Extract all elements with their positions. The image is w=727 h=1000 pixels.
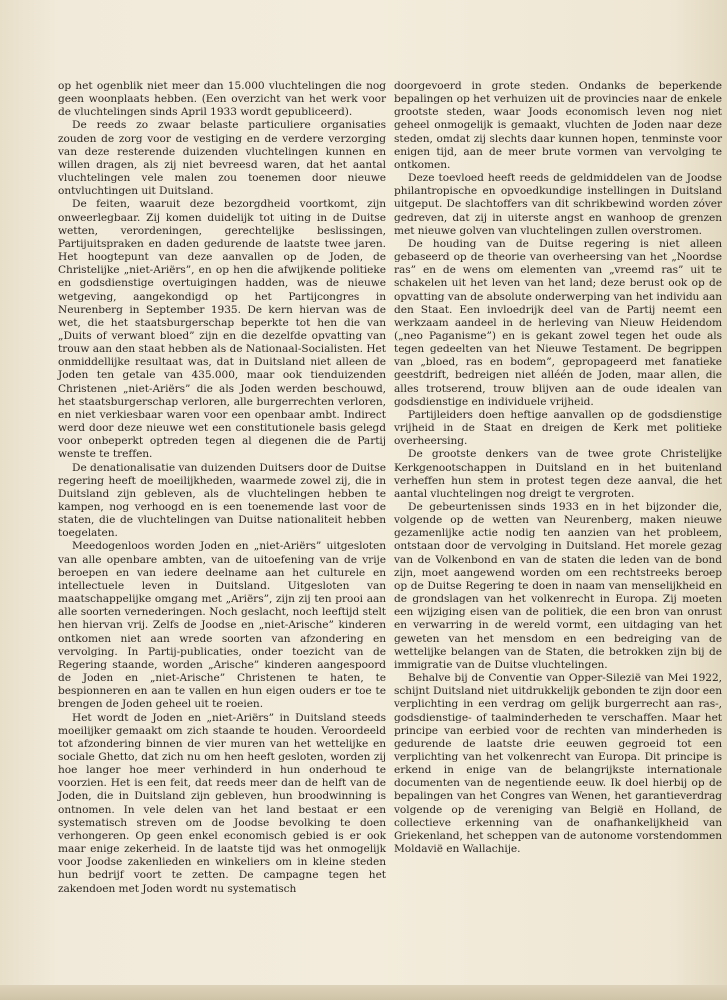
paragraph: Deze toevloed heeft reeds de geldmiddelen van de Joodse philantropische en opvoedkundige instellingen in Duitsland uitgeput. De slachtoffers van dit schrikbewind worden zóver gedreven, dat zij in uiterste angst en wanhoop de grenzen met nieuwe golven van vluchtelingen zullen overstromen. xyxy=(394,172,722,237)
paragraph: De reeds zo zwaar belaste particuliere organisaties zouden de zorg voor de vestiging en de verdere verzorging van deze resterende duizenden vluchtelingen kunnen en willen dragen, als zij niet bevreesd waren, dat het aantal vluchtelingen vele malen zou toenemen door nieuwe ontvluchtingen uit Duitsland. xyxy=(58,119,386,198)
page-fold-edge xyxy=(0,985,727,1000)
paragraph: De gebeurtenissen sinds 1933 en in het bijzonder die, volgende op de wetten van Neurenberg, maken nieuwe gezamenlijke actie nodig ten aanzien van het probleem, ontstaan door de vervolging in Duitsland. Het morele gezag van de Volkenbond en van de staten die leden van de bond zijn, moet aangewend worden om een rechtstreeks beroep op de Duitse Regering te doen in naam van menselijkheid en de grondslagen van het volkenrecht in Europa. Zij moeten een wijziging eisen van de politiek, die een bron van onrust en verwarring in de wereld vormt, een uitdaging van het geweten van het mensdom en een bedreiging van de wettelijke belangen van de Staten, die betrokken zijn bij de immigratie van de Duitse vluchtelingen. xyxy=(394,501,722,671)
paragraph: Het wordt de Joden en „niet-Ariërs” in Duitsland steeds moeilijker gemaakt om zich staande te houden. Veroordeeld tot afzondering binnen de vier muren van het wettelijke en sociale Ghetto, dat zich nu om hen heeft gesloten, worden zij hoe langer hoe meer verhinderd in hun onderhoud te voorzien. Het is een feit, dat reeds meer dan de helft van de Joden, die in Duitsland zijn gebleven, hun broodwinning is ontnomen. In vele delen van het land bestaat er een systematisch streven om de Joodse bevolking te doen verhongeren. Op geen enkel economisch gebied is er ook maar enige zekerheid. In de laatste tijd was het onmogelijk voor Joodse zakenlieden en winkeliers om in kleine steden hun bedrijf voort te zetten. De campagne tegen het zakendoen met Joden wordt nu systematisch xyxy=(58,711,386,895)
paragraph: De houding van de Duitse regering is niet alleen gebaseerd op de theorie van overheersing van het „Noordse ras” en de wens om elementen van „vreemd ras” uit te schakelen uit het leven van het land; deze berust ook op de opvatting van de absolute onderwerping van het individu aan den Staat. Een invloedrijk deel van de Partij neemt een werkzaam aandeel in de herleving van Nieuw Heidendom („neo Paganisme”) en is gekant zowel tegen het oude als tegen gedeelten van het Nieuwe Testament. De begrippen van „bloed, ras en bodem”, gepropageerd met fanatieke geestdrift, bedreigen niet alléén de Joden, maar allen, die alles trotserend, trouw blijven aan de oude idealen van godsdienstige en individuele vrijheid. xyxy=(394,237,722,408)
paragraph: op het ogenblik niet meer dan 15.000 vluchtelingen die nog geen woonplaats hebben. (Een overzicht van het werk voor de vluchtelingen sinds April 1933 wordt gepubliceerd). xyxy=(58,80,386,119)
paragraph: Behalve bij de Conventie van Opper-Silezië van Mei 1922, schijnt Duitsland niet uitdrukkelijk gebonden te zijn door een verplichting in een verdrag om gelijk burgerrecht aan ras-, godsdienstige- of taalminderheden te verschaffen. Maar het principe van eerbied voor de rechten van minderheden is gedurende de laatste drie eeuwen gegroeid tot een verplichting van het volkenrecht van Europa. Dit principe is erkend in enige van de belangrijkste internationale documenten van de negentiende eeuw. Ik doel hierbij op de bepalingen van het Congres van Wenen, het garantieverdrag volgende op de vereniging van België en Holland, de collectieve erkenning van de onafhankelijkheid van Griekenland, het scheppen van de autonome vorstendommen Moldavië en Wallachije. xyxy=(394,672,722,856)
paragraph: Partijleiders doen heftige aanvallen op de godsdienstige vrijheid in de Staat en dreigen de Kerk met politieke overheersing. xyxy=(394,408,722,448)
paragraph: De feiten, waaruit deze bezorgdheid voortkomt, zijn onweerlegbaar. Zij komen duidelijk tot uiting in de Duitse wetten, verordeningen, gerechtelijke beslissingen, Partijuitspraken en daden gedurende de laatste twee jaren. Het hoogtepunt van deze aanvallen op de Joden, de Christelijke „niet-Ariërs”, en op hen die afwijkende politieke en godsdienstige overtuigingen hadden, was de nieuwe wetgeving, aangekondigd op het Partijcongres in Neurenberg in September 1935. De kern hiervan was de wet, die het staatsburgerschap beperkte tot hen die van „Duits of verwant bloed” zijn en die dezelfde opvatting van trouw aan den staat hebben als de Nationaal-Socialisten. Het onmiddellijke resultaat was, dat in Duitsland niet alleen de Joden ten getale van 435.000, maar ook tienduizenden Christenen „niet-Ariërs” die als Joden werden beschouwd, het staatsburgerschap verloren, alle burgerrechten verloren, en niet verkiesbaar waren voor een openbaar ambt. Indirect werd door deze nieuwe wet een constitutionele basis gelegd voor onbeperkt optreden tegen al diegenen die de Partij wenste te treffen. xyxy=(58,198,386,461)
left-text-column xyxy=(58,80,386,896)
paragraph: doorgevoerd in grote steden. Ondanks de beperkende bepalingen op het verhuizen uit de provincies naar de enkele grootste steden, waar Joods economisch leven nog niet geheel onmogelijk is gemaakt, vluchten de Joden naar deze steden, omdat zij slechts daar kunnen hopen, tenminste voor enigen tijd, aan de meer brute vormen van vervolging te ontkomen. xyxy=(394,80,722,171)
paragraph: Meedogenloos worden Joden en „niet-Ariërs” uitgesloten van alle openbare ambten, van de uitoefening van de vrije beroepen en van iedere deelname aan het culturele en intellectuele leven in Duitsland. Uitgesloten van maatschappelijke omgang met „Ariërs”, zijn zij ten prooi aan alle soorten vernederingen. Noch geslacht, noch leeftijd stelt hen hiervan vrij. Zelfs de Joodse en „niet-Arische” kinderen ontkomen niet aan wrede soorten van afzondering en vervolging. In Partij-publicaties, onder toezicht van de Regering staande, worden „Arische” kinderen aangespoord de Joden en „niet-Arische” Christenen te haten, te bespionneren en aan te vallen en hun eigen ouders er toe te brengen de Joden geheel uit te roeien. xyxy=(58,540,386,711)
paragraph: De denationalisatie van duizenden Duitsers door de Duitse regering heeft de moeilijkheden, waarmede zowel zij, die in Duitsland zijn gebleven, als de vluchtelingen hebben te kampen, nog verhoogd en is een toenemende last voor de staten, die de vluchtelingen van Duitse nationaliteit hebben toegelaten. xyxy=(58,461,386,540)
paragraph: De grootste denkers van de twee grote Christelijke Kerkgenootschappen in Duitsland en in het buitenland verheffen hun stem in protest tegen deze aanval, die het aantal vluchtelingen nog dreigt te vergroten. xyxy=(394,448,722,500)
right-text-column xyxy=(394,80,722,856)
